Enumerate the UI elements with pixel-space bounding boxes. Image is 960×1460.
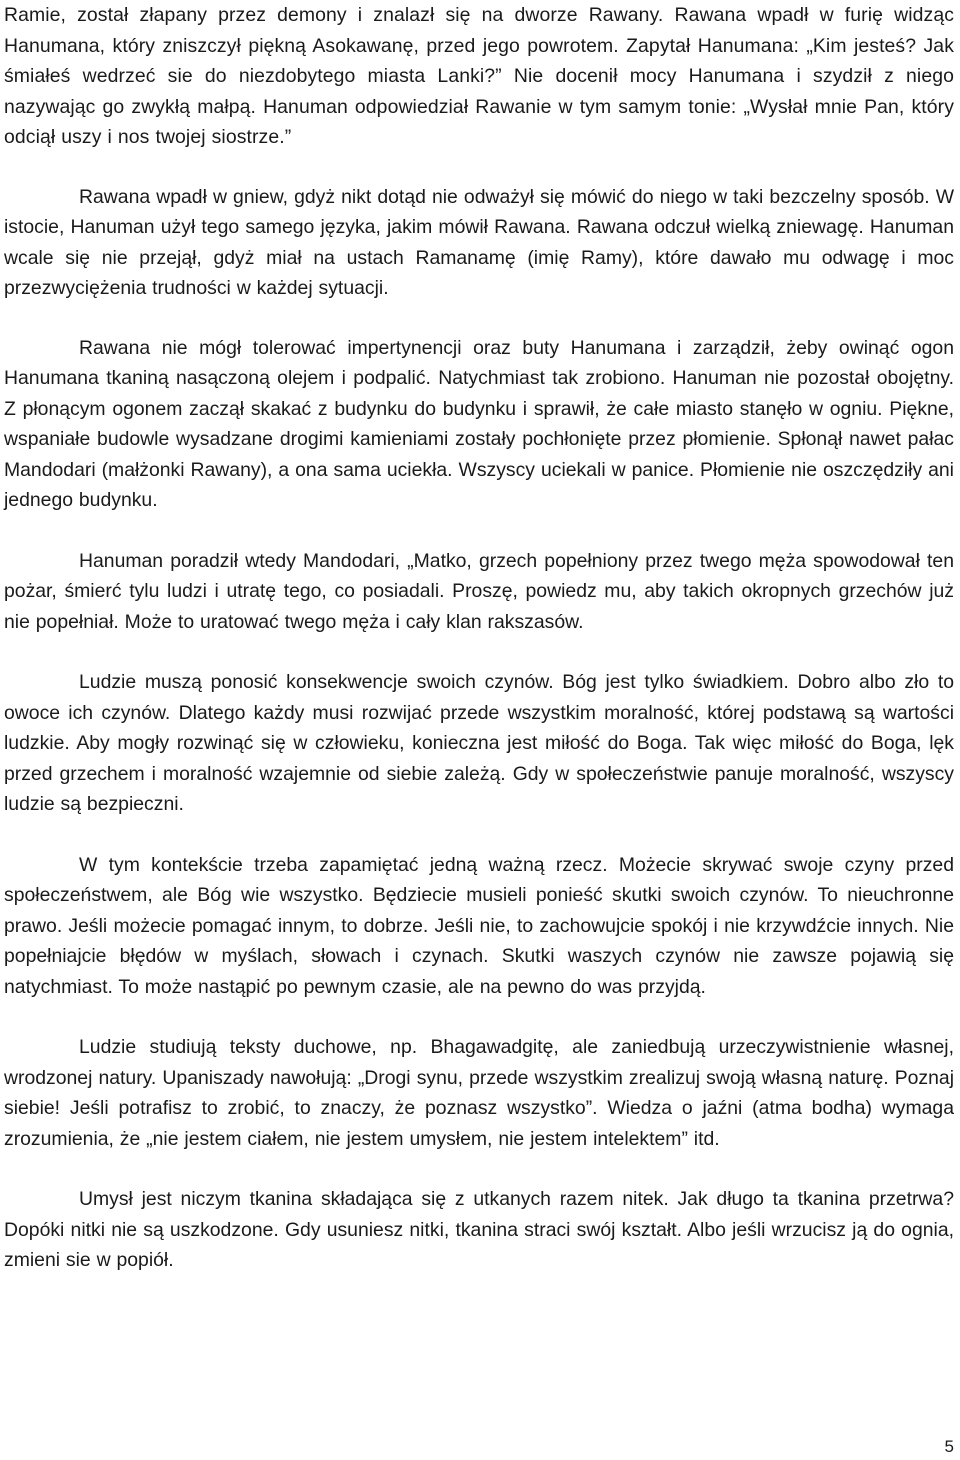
paragraph-8: Umysł jest niczym tkanina składająca się z utkanych razem nitek. Jak długo ta tkanina przetrwa? Dopóki nitki nie są uszkodzone. Gdy usuniesz nitki, tkanina straci swój kształt. Albo jeśli wrzucisz ją do ognia, zmieni sie w popiół. bbox=[4, 1188, 954, 1271]
page-number: 5 bbox=[944, 1437, 954, 1456]
document-page bbox=[4, 0, 954, 1276]
paragraph-6: W tym kontekście trzeba zapamiętać jedną ważną rzecz. Możecie skrywać swoje czyny przed społeczeństwem, ale Bóg wie wszystko. Będziecie musieli ponieść skutki swoich czynów. To nieuchronne prawo. Jeśli możecie pomagać innym, to dobrze. Jeśli nie, to zachowujcie spokój i nie krzywdźcie innych. Nie popełniajcie błędów w myślach, słowach i czynach. Skutki waszych czynów nie zawsze pojawią się natychmiast. To może nastąpić po pewnym czasie, ale na pewno do was przyjdą. bbox=[4, 853, 954, 998]
paragraph-7: Ludzie studiują teksty duchowe, np. Bhagawadgitę, ale zaniedbują urzeczywistnienie własnej, wrodzonej natury. Upaniszady nawołują: „Drogi synu, przede wszystkim zrealizuj swoją własną naturę. Poznaj siebie! Jeśli potrafisz to zrobić, to znaczy, że poznasz wszystko”. Wiedza o jaźni (atma bodha) wymaga zrozumienia, że „nie jestem ciałem, nie jestem umysłem, nie jestem intelektem” itd. bbox=[4, 1036, 954, 1150]
paragraph-2: Rawana wpadł w gniew, gdyż nikt dotąd nie odważył się mówić do niego w taki bezczelny sposób. W istocie, Hanuman użył tego samego języka, jakim mówił Rawana. Rawana odczuł wielką zniewagę. Hanuman wcale się nie przejął, gdyż miał na ustach Ramanamę (imię Ramy), które dawało mu odwagę i moc przezwyciężenia trudności w każdej sytuacji. bbox=[4, 185, 954, 299]
paragraph-5: Ludzie muszą ponosić konsekwencje swoich czynów. Bóg jest tylko świadkiem. Dobro albo zło to owoce ich czynów. Dlatego każdy musi rozwijać przede wszystkim moralność, której podstawą są wartości ludzkie. Aby mogły rozwinąć się w człowieku, konieczna jest miłość do Boga. Tak więc miłość do Boga, lęk przed grzechem i moralność wzajemnie od siebie zależą. Gdy w społeczeństwie panuje moralność, wszyscy ludzie są bezpieczni. bbox=[4, 671, 954, 815]
paragraph-3: Rawana nie mógł tolerować impertynencji oraz buty Hanumana i zarządził, żeby owinąć ogon Hanumana tkaniną nasączoną olejem i podpalić. Natychmiast tak zrobiono. Hanuman nie pozostał obojętny. Z płonącym ogonem zaczął skakać z budynku do budynku i sprawił, że całe miasto stanęło w ogniu. Piękne, wspaniałe budowle wysadzane drogimi kamieniami zostały pochłonięte przez płomienie. Spłonął nawet pałac Mandodari (małżonki Rawany), a ona sama uciekła. Wszyscy uciekali w panice. Płomienie nie oszczędziły ani jednego budynku. bbox=[4, 336, 954, 511]
paragraph-1: Ramie, został złapany przez demony i znalazł się na dworze Rawany. Rawana wpadł w furię widząc Hanumana, który zniszczył piękną Asokawanę, przed jego powrotem. Zapytał Hanumana: „Kim jesteś? Jak śmiałeś wedrzeć sie do niezdobytego miasta Lanki?” Nie docenił mocy Hanumana i szydził z niego nazywając go zwykłą małpą. Hanuman odpowiedział Rawanie w tym samym tonie: „Wysłał mnie Pan, który odciął uszy i nos twojej siostrze.” bbox=[4, 4, 954, 148]
paragraph-4: Hanuman poradził wtedy Mandodari, „Matko, grzech popełniony przez twego męża spowodował ten pożar, śmierć tylu ludzi i utratę tego, co posiadali. Proszę, powiedz mu, aby takich okropnych grzechów już nie popełniał. Może to uratować twego męża i cały klan rakszasów. bbox=[4, 549, 954, 633]
